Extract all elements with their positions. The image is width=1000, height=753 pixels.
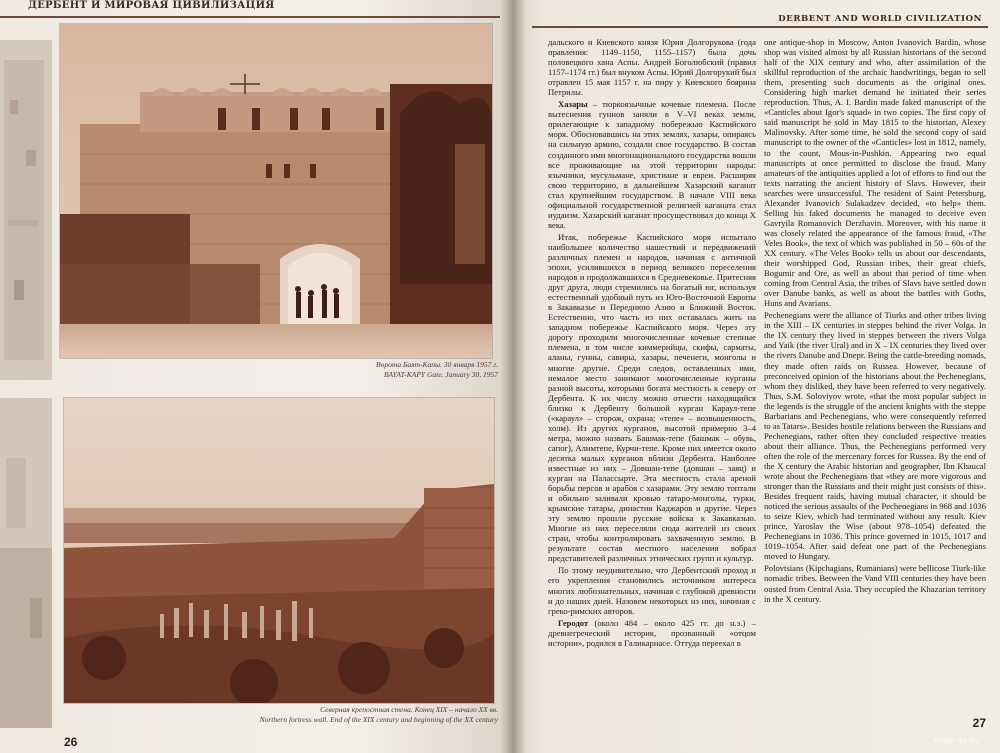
watermark: www.ay.by <box>933 735 980 745</box>
ru-paragraph: По этому неудивительно, что Дербентский проход и его укрепления становились источником интереса многих любознательных, начиная с глубокой древности и до наших дней. Назовем некоторых из них, начиная с греко-римских авторов. <box>548 565 756 616</box>
ru-paragraph: дальского и Киевского князя Юрия Долгорукова (года правления: 1149–1150, 1155–1157) была дочь половецкого хана Аспы. Андрей Боголюбский (правил 1157–1174 гг.) был внуком Аспы. Юрий Долгорукий был отравлен 15 мая 1157 г. на пиру у Киевского боярина Петрилы. <box>548 37 756 98</box>
caption-bottom-ru: Северная крепостная стена. Конец XIX – начало XX вв. <box>320 705 498 714</box>
page-number-left: 26 <box>64 735 78 749</box>
left-running-header: ДЕРБЕНТ И МИРОВАЯ ЦИВИЛИЗАЦИЯ <box>28 0 275 11</box>
caption-bottom-en: Northern fortress wall. End of the XIX century and beginning of the XX century <box>259 715 498 724</box>
faded-photo-fragment <box>0 40 52 380</box>
book-spine-shadow <box>500 0 526 753</box>
en-paragraph: one antique-shop in Moscow, Anton Ivanovich Bardin, whose shop was visited almost by all Russian historians of the second half of the XIX century and who, after assimilation of the skillful reproduction of the archaic handwritings, began to sell them, presenting such documents as the original ones. Considering high market demand he initiated their series reproduction. Thus, A. I. Bardin made faked manuscript of the «Canticles about Igor's squad» in two copies. The first copy of said manuscript he sold in May 1815 to the historian, Alexey Malinovsky. After some time, he sold the second copy of said manuscript to the owner of the «Canticles» lost in 1812, namely, to the count, Mous-in-Pushkin. Appearing two equal manuscripts at once permitted to disclose the fraud. Many amateurs of the antiquities applied a lot of efforts to find out the texts narrating the ancient history of Slavs. However, their searches were unsuccessful. The resident of Saint Petersburg, Alexander Ivanovich Sulakadzev decided, «to help» them. Selling his faked documents he managed to deceive even Gavryila Romanovich Derzhavin. Moreover, with his name it was closely related the appearance of the famous fraud, «The Veles Book», the text of which was published in 50 – 60s of the XX century. «The Veles Book» tells us about our descendants, their worshipped God, Russian tribes, their great chiefs, Bogumir and Ore, as well as about that period of time when coming from Central Asia, the tribes of Slavs have settled down over Danube banks, as well as about the battles with Goths, Huns and Avarians. <box>764 37 986 309</box>
en-paragraph: Pechenegians were the alliance of Tiurks and other tribes living in the XIII – IX centuries in steppes behind the river Volga. In the IX century they lived in steppes between the rivers Volga and Yaik (the river Ural) and in X – IX centuries they lived over the rivers Danube and Dnepr. Being the cattle-breeding nomads, they made often raids on Russea. However, because of preconceived opinion of the historians about the Pechenegians, whom they disliked, they have been referred to very negatively. Thus, S.M. Soloviyov wrote, «that the most popular subject in the legends is the struggle of the ancient knights with the steppe Barbarians and Pechenegians, who were consequently referred to as Tatars». Besides hostile relations between the Russians and Pechenegians, rather often they concluded respective treaties about their alliance. Thus, the Pechenegians performed very often the role of the mercenary forces for Russea. By the end of the X century the Arabic historian and geographer, Ibn Khaucal wrote about the Pechenegians that «they are more vigorous and stronger than the Russians and their might just consists of this». Besides frequent raids, having mutual character, it should be noticed the serious assaults of the Pechenegians in 968 and 1036 to seize Kiev, which had terminated without any result. Kiev prince, Yaroslav the Wise (about 978–1054) defeated the Pechenegians in 1036. This prince governed in 1015, 1017 and 1019–1054. After said defeat one part of the Pechenegians moved to Hungary. <box>764 310 986 562</box>
right-running-header: DERBENT AND WORLD CIVILIZATION <box>778 14 982 24</box>
caption-bottom-photo <box>260 705 498 725</box>
russian-text-column <box>548 37 756 709</box>
left-header-rule <box>0 16 500 18</box>
ru-paragraph: Итак, побережье Каспийского моря испытало наибольшее количество нашествий и передвижений различных племен и народов, начиная с античной эпохи, усилившихся в период великого переселения народов и продолжавшихся в Средневековье. Притесняя друг друга, люди стремились на богатый юг, используя естественный удобный путь из Юго-Восточной Европы в Закавказье и Переднюю Азию и Ближний Восток. Естественно, что часть из них оставалась жить на западном побережье Каспийского моря. Через эту дорогу проходили многочисленные кочевые степные племена, в том числе киммерийцы, скифы, сарматы, аланы, гунны, савиры, хазары, печенеги, монголы и многие другие. Среди следов, оставленных ими, немалое место занимают многочисленные курганы разной высоты, которыми богата местность к северу от Дербента. К их числу можно отнести находящийся близко к Дербенту большой курган Караул-тепе («караул» – сторож, охрана; «тепе» – возвышенность, холм). Из других курганов, высотой примерно 3–4 метра, можно назвать Башмак-тепе (башмак – обувь, сапог), Алимтепе, Курчи-тепе. Кроме них имеется около десятка малых курганов вблизи Дербента. Наиболее известные из них – Довшан-тепе (довшан – заяц) и курган на Палассырте. Эта местность стала ареной борьбы персов и арабов с хазарами. Эту землю топтали и обильно заливали кровью татаро-монголы, турки, крымские татары, династия Каджаров и другие. Через эту землю прошли русские войска к Закавказью. Многие из них переселяли сюда жителей из своих стран, чтобы контролировать захваченную землю. В результате состав местного населения вобрал представителей различных этнических групп и культур. <box>548 231 756 564</box>
caption-top-ru: Ворота Баят-Капы. 30 января 1957 г. <box>376 360 498 369</box>
photo-northern-fortress-wall <box>64 398 494 703</box>
ru-paragraph-khazars: Хазары – тюркоязычные кочевые племена. После вытеснения гуннов заняли в V–VI веках земли, прилегающие к западному побережью Каспийского моря. Обосновавшись на этих землях, хазары, опираясь на сильную армию, создали свое государство. В состав созданного ими многонационального государства вошли все проживающие на этой территории народы: язычники, мусульмане, христиане и евреи. Расширяя свою территорию, в дальнейшем Хазарский каганат стал крупнейшим государством. В начале VIII века официальной государственной религией каганата стал иудаизм. Хазарский каганат просуществовал до конца X века. <box>548 99 756 230</box>
page-number-right: 27 <box>972 716 986 730</box>
ru-paragraph-herodotus: Геродот (около 484 – около 425 гг. до н.э.) – древнегреческий историк, прозванный «отцом истории», родился в Галикарнасе. Оттуда переехал в <box>548 617 756 648</box>
en-paragraph: Polovtsians (Kipchagians, Rumanians) were bellicose Tiurk-like nomadic tribes. Between the Vand VIII centuries they have been ousted from Central Asia. They occupied the Khazarian territory in the X century. <box>764 563 986 604</box>
right-header-rule <box>532 26 988 28</box>
faded-photo-fragment <box>0 398 52 728</box>
ru-term-khazars: Хазары <box>558 99 588 110</box>
photo-bayat-kapy-gate <box>60 24 492 358</box>
english-text-column <box>764 37 986 709</box>
caption-top-photo <box>376 360 498 380</box>
ru-term-herodotus: Геродот <box>558 617 589 628</box>
caption-top-en: BAYAT-KAPY Gate. January 30, 1957 <box>383 370 498 379</box>
